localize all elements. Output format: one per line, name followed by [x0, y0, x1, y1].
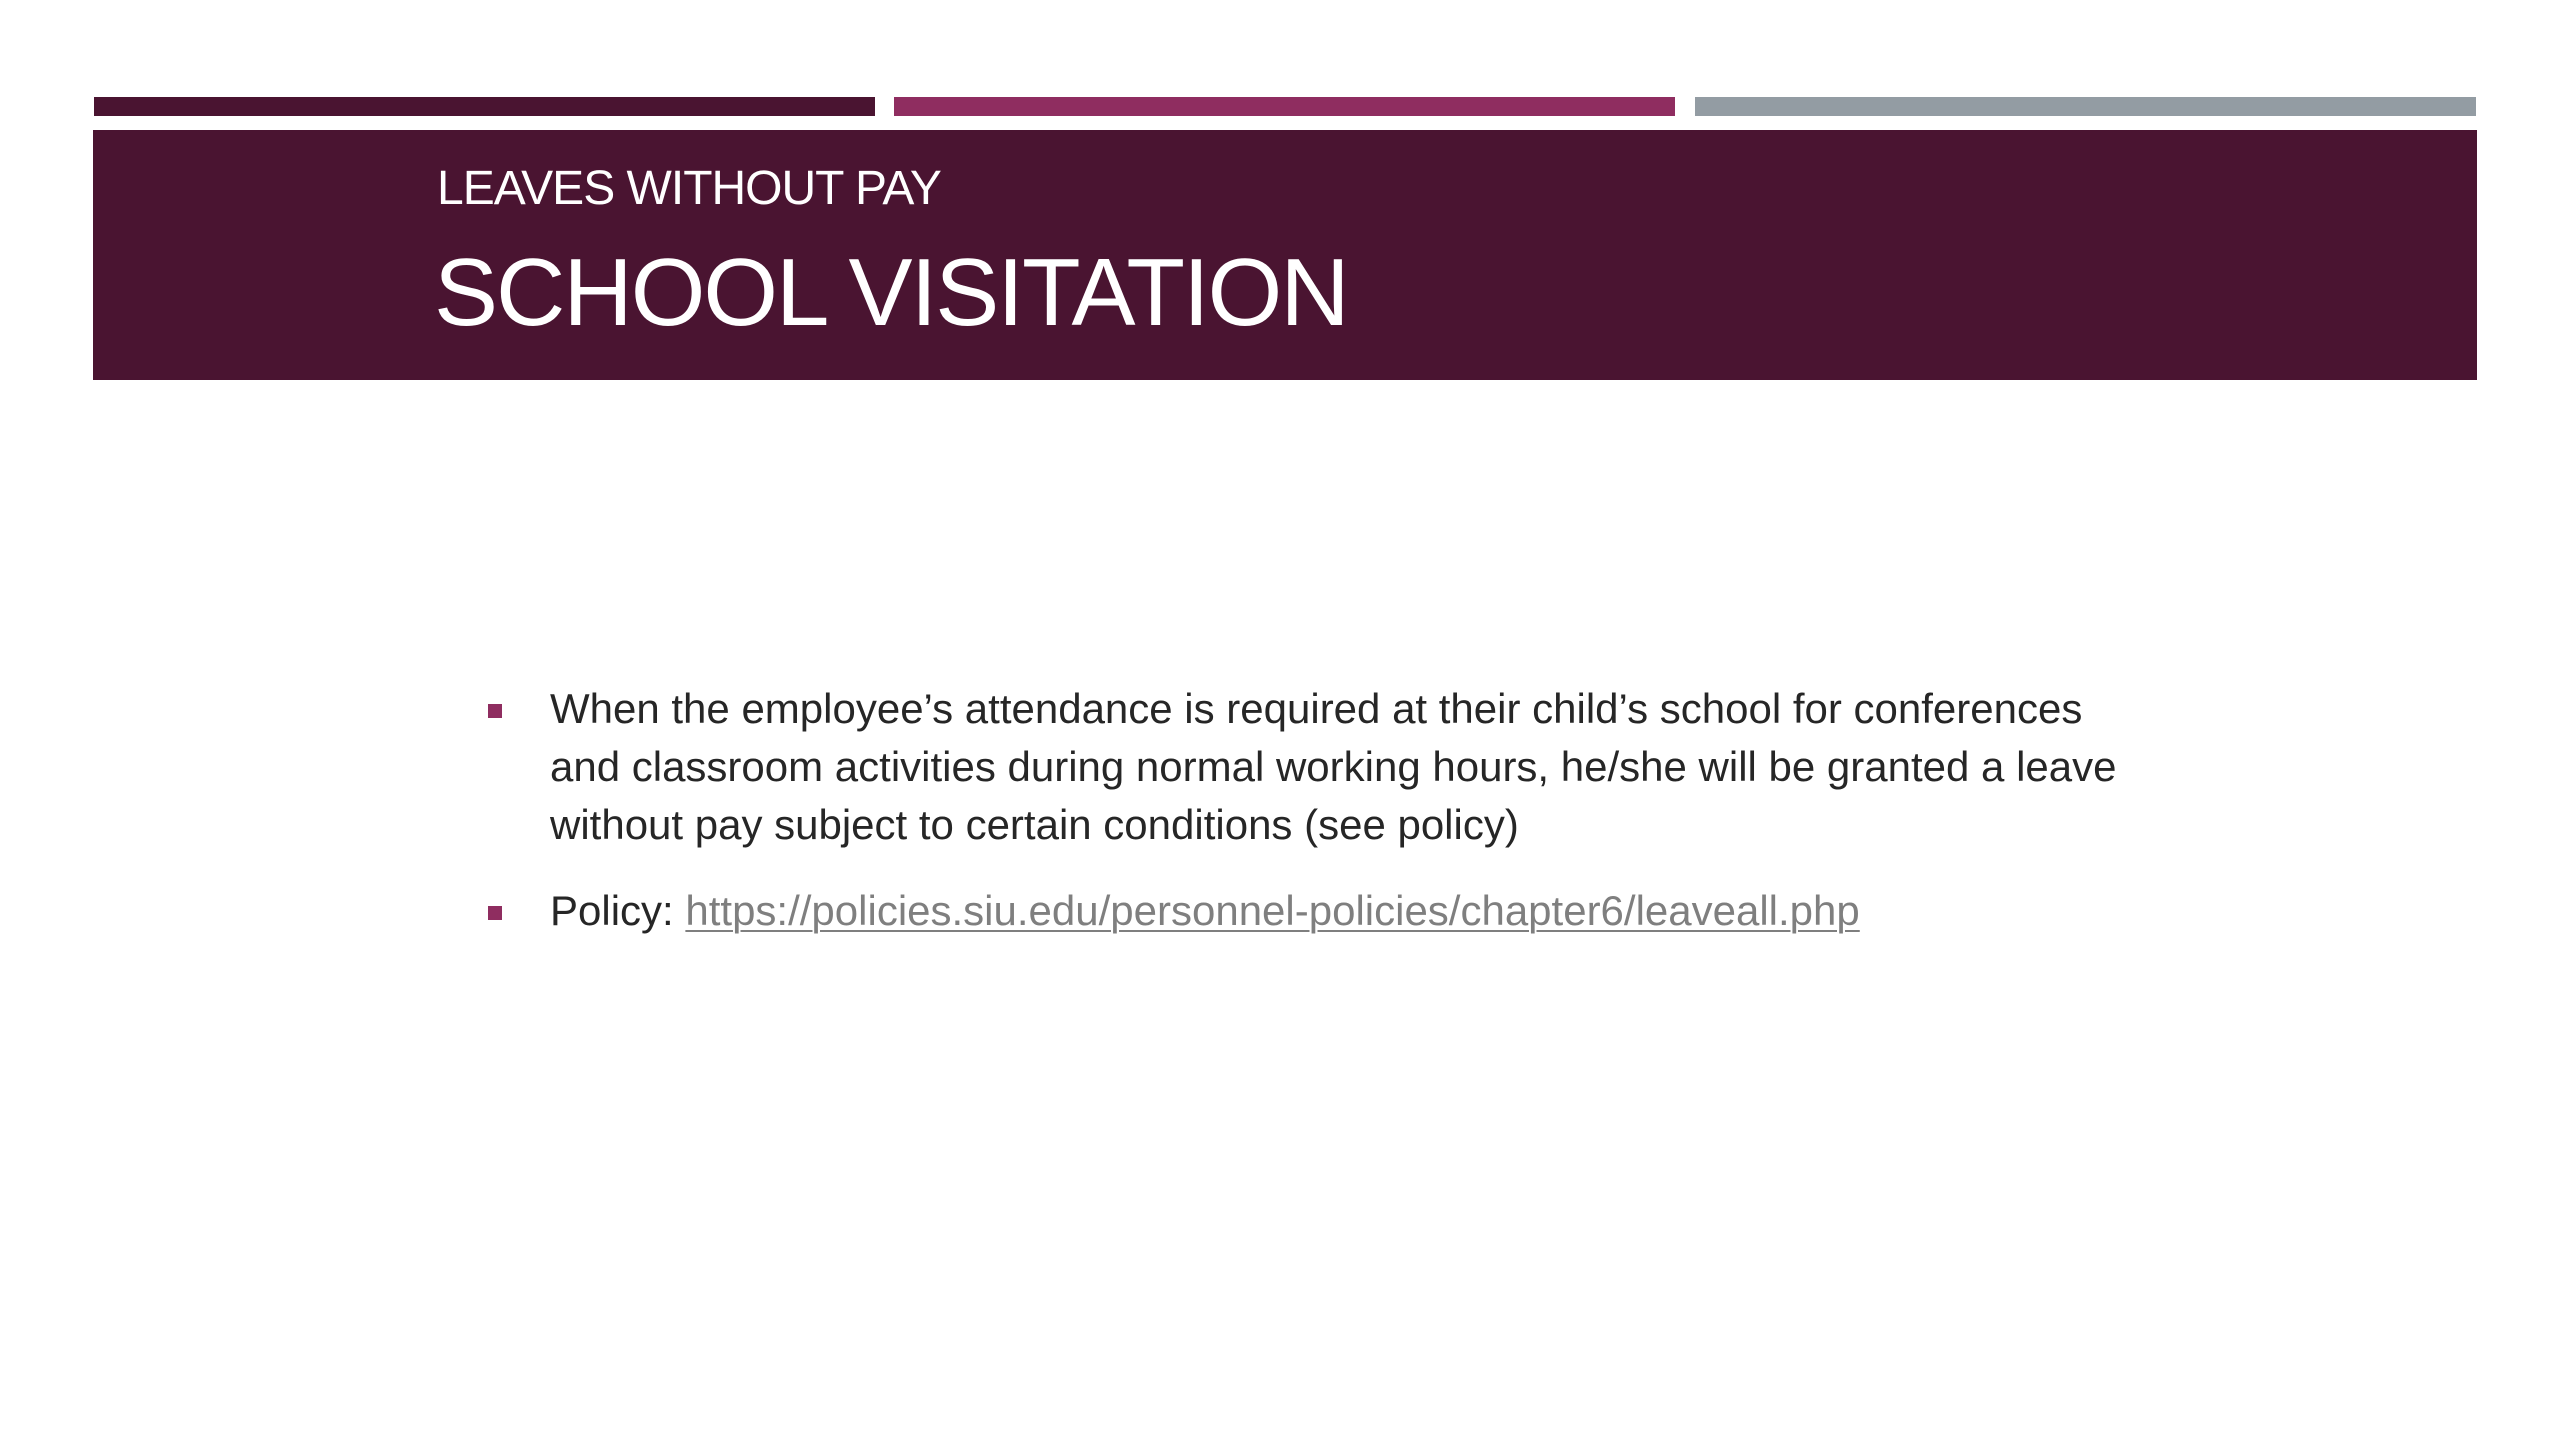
top-stripe-dark: [94, 97, 875, 116]
top-stripe-gray: [1695, 97, 2476, 116]
top-stripe-magenta: [894, 97, 1675, 116]
slide-title: SCHOOL VISITATION: [434, 239, 1348, 346]
bullet-item-policy: [488, 882, 2128, 940]
bullet-text: When the employee’s attendance is required at their child’s school for conferences and classroom activities during normal working hours, he/she will be granted a leave without pay subject to certain conditions (see policy): [550, 685, 2117, 848]
bullet-item-school-attendance: [488, 680, 2128, 854]
square-bullet-icon: [488, 704, 502, 718]
policy-label: Policy:: [550, 887, 686, 934]
square-bullet-icon: [488, 906, 502, 920]
bullet-list: [488, 680, 2128, 940]
policy-link[interactable]: https://policies.siu.edu/personnel-policies/chapter6/leaveall.php: [685, 887, 1860, 934]
slide-subtitle: LEAVES WITHOUT PAY: [437, 162, 941, 215]
